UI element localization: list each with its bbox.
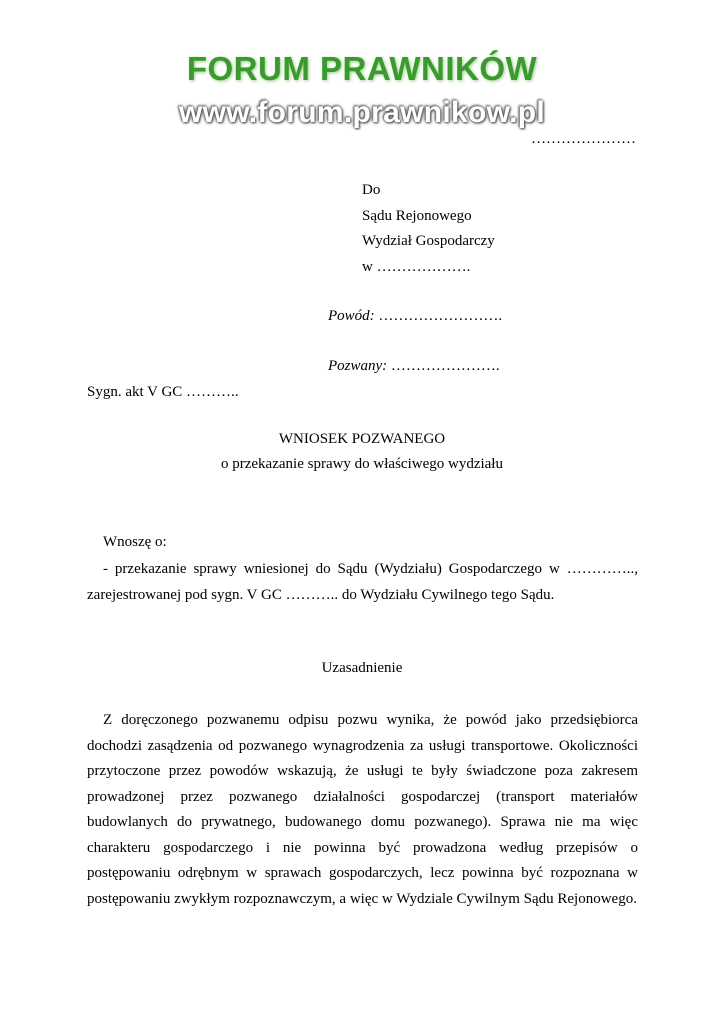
addressee-line-4: w ………………. <box>362 258 471 275</box>
watermark-title: FORUM PRAWNIKÓW <box>186 50 538 87</box>
document-title: WNIOSEK POZWANEGO <box>278 431 446 447</box>
defendant-label: Pozwany: <box>328 358 388 374</box>
addressee-line-1: Do <box>362 182 381 198</box>
watermark-url: www.forum.prawnikow.pl <box>178 96 546 129</box>
justification-heading: Uzasadnienie <box>321 660 403 676</box>
addressee-block <box>362 178 495 280</box>
defendant-value: …………………. <box>390 358 500 374</box>
plaintiff-value: ……………………. <box>378 308 503 324</box>
document-subtitle: o przekazanie sprawy do właściwego wydziału <box>221 456 503 472</box>
plaintiff-line <box>328 308 502 325</box>
addressee-line-2: Sądu Rejonowego <box>362 207 472 224</box>
addressee-line-3: Wydział Gospodarczy <box>362 233 495 249</box>
request-body: - przekazanie sprawy wniesionej do Sądu (Wydziału) Gospodarczego w ………….., zarejestrowanej pod sygn. V GC ……….. do Wydziału Cywilnego tego Sądu. <box>87 561 638 603</box>
date-place-line: ………………… <box>531 131 636 147</box>
defendant-line <box>328 358 500 375</box>
plaintiff-label: Powód: <box>328 308 375 324</box>
case-reference: Sygn. akt V GC ……….. <box>87 384 239 400</box>
justification-body: Z doręczonego pozwanemu odpisu pozwu wynika, że powód jako przedsiębiorca dochodzi zasądzenia od pozwanego wynagrodzenia za usługi transportowe. Okoliczności przytoczone przez powodów wskazują, że usługi te były świadczone poza zakresem prowadzonej przez pozwanego działalności gospodarczej (transport materiałów budowlanych do prywatnego, budowanego domu pozwanego). Sprawa nie ma więc charakteru gospodarczego i nie powinna być prowadzona według przepisów o postępowaniu odrębnym w sprawach gospodarczych, lecz powinna być rozpoznana w postępowaniu zwykłym rozpoznawczym, a więc w Wydziale Cywilnym Sądu Rejonowego. <box>87 712 638 907</box>
request-intro: Wnoszę o: <box>103 534 167 550</box>
